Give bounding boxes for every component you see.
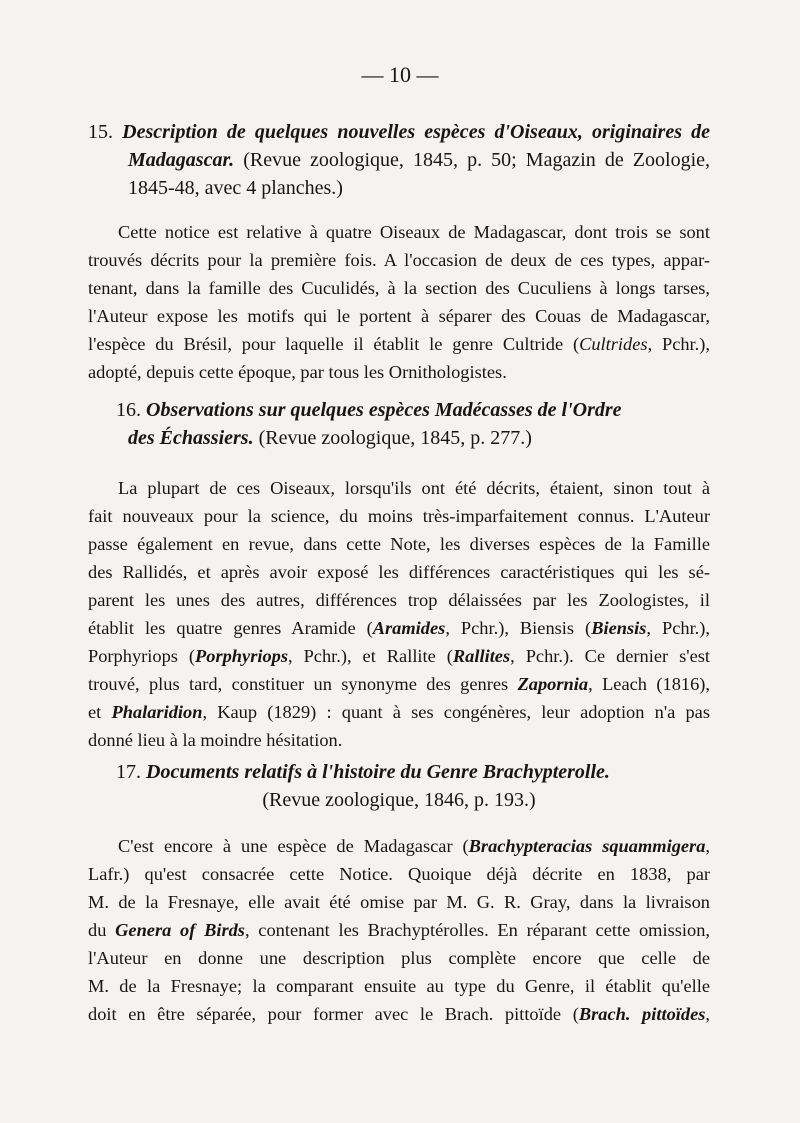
entry-title-cont: Madagascar. [128,149,235,171]
body-line: M. de la Fresnaye, elle avait été omise par M. G. R. Gray, dans la livraison [88,892,710,912]
entry-reference: (Revue zoologique, 1845, p. 277.) [258,427,532,449]
body-line: l'espèce du Brésil, pour laquelle il établit le genre Cultride (Cultrides, Pchr.), [88,334,710,354]
entry-title: Observations sur quelques espèces Madécasses de l'Ordre [146,399,622,421]
heading-line [88,146,710,174]
body-line: fait nouveaux pour la science, du moins très-imparfaitement connus. L'Auteur [88,506,710,526]
body-line: tenant, dans la famille des Cuculidés, à la section des Cuculiens à longs tarses, [88,278,710,298]
entry-title: Documents relatifs à l'histoire du Genre Brachypterolle. [146,761,610,783]
body-line: doit en être séparée, pour former avec le Brach. pittoïde (Brach. pittoïdes, [88,1004,710,1024]
genus-name: Porphyriops [195,646,289,666]
genus-name: Rallites [452,646,511,666]
work-title: Genera of Birds [115,920,245,940]
species-name: Brachypteracias squammigera [468,836,706,856]
body-line: des Rallidés, et après avoir exposé les différences caractéristiques qui les sé- [88,562,710,582]
heading-line [88,174,710,202]
body-line: établit les quatre genres Aramide (Aramides, Pchr.), Biensis (Biensis, Pchr.), [88,618,710,638]
genus-name: Aramides [372,618,446,638]
entry-reference: (Revue zoologique, 1845, p. 50; Magazin de Zoologie, [243,149,711,171]
body-line: trouvé, plus tard, constituer un synonyme des genres Zapornia, Leach (1816), [88,674,710,694]
body-line: passe également en revue, dans cette Note, les diverses espèces de la Famille [88,534,710,554]
entry-17-body [88,832,710,1028]
entry-reference-cont: 1845-48, avec 4 planches.) [128,177,343,199]
heading-line [88,758,710,786]
entry-number: 16. [116,399,141,421]
body-line: l'Auteur expose les motifs qui le portent à séparer des Couas de Madagascar, [88,306,710,326]
body-line: Cette notice est relative à quatre Oiseaux de Madagascar, dont trois se sont [118,222,710,242]
body-line: l'Auteur en donne une description plus complète encore que celle de [88,948,710,968]
entry-16-heading [88,396,710,452]
body-line: C'est encore à une espèce de Madagascar (Brachypteracias squammigera, [118,836,711,856]
body-line: donné lieu à la moindre hésitation. [88,730,343,750]
heading-line [88,786,710,814]
entry-17-heading [88,758,710,814]
genus-name: Biensis [591,618,647,638]
body-line: du Genera of Birds, contenant les Brachyptérolles. En réparant cette omission, [88,920,710,940]
body-line: trouvés décrits pour la première fois. A l'occasion de deux de ces types, appar- [88,250,710,270]
species-name: Brach. pittoïdes [578,1004,706,1024]
entry-16-body [88,474,710,754]
page-number: — 10 — [361,62,439,87]
body-line: Lafr.) qu'est consacrée cette Notice. Quoique déjà décrite en 1838, par [88,864,710,884]
body-line: La plupart de ces Oiseaux, lorsqu'ils ont été décrits, étaient, sinon tout à [118,478,710,498]
entry-reference: (Revue zoologique, 1846, p. 193.) [262,789,536,811]
entry-15-heading [88,118,710,202]
body-line: et Phalaridion, Kaup (1829) : quant à ses congénères, leur adoption n'a pas [88,702,711,722]
entry-15-body [88,218,710,386]
body-line: parent les unes des autres, différences trop délaissées par les Zoologistes, il [88,590,710,610]
entry-number: 17. [116,761,141,783]
entry-title-cont: des Échassiers. [128,427,254,449]
heading-line [88,118,710,146]
body-line: M. de la Fresnaye; la comparant ensuite au type du Genre, il établit qu'elle [88,976,710,996]
heading-line [88,424,710,452]
heading-line [88,396,710,424]
genus-name: Zapornia [517,674,589,694]
genus-name: Cultrides [579,334,648,354]
genus-name: Phalaridion [111,702,203,722]
entry-number: 15. [88,121,113,143]
entry-title: Description de quelques nouvelles espèces d'Oiseaux, originaires de [122,121,711,143]
body-line: Porphyriops (Porphyriops, Pchr.), et Rallite (Rallites, Pchr.). Ce dernier s'est [88,646,711,666]
body-line: adopté, depuis cette époque, par tous les Ornithologistes. [88,362,507,382]
